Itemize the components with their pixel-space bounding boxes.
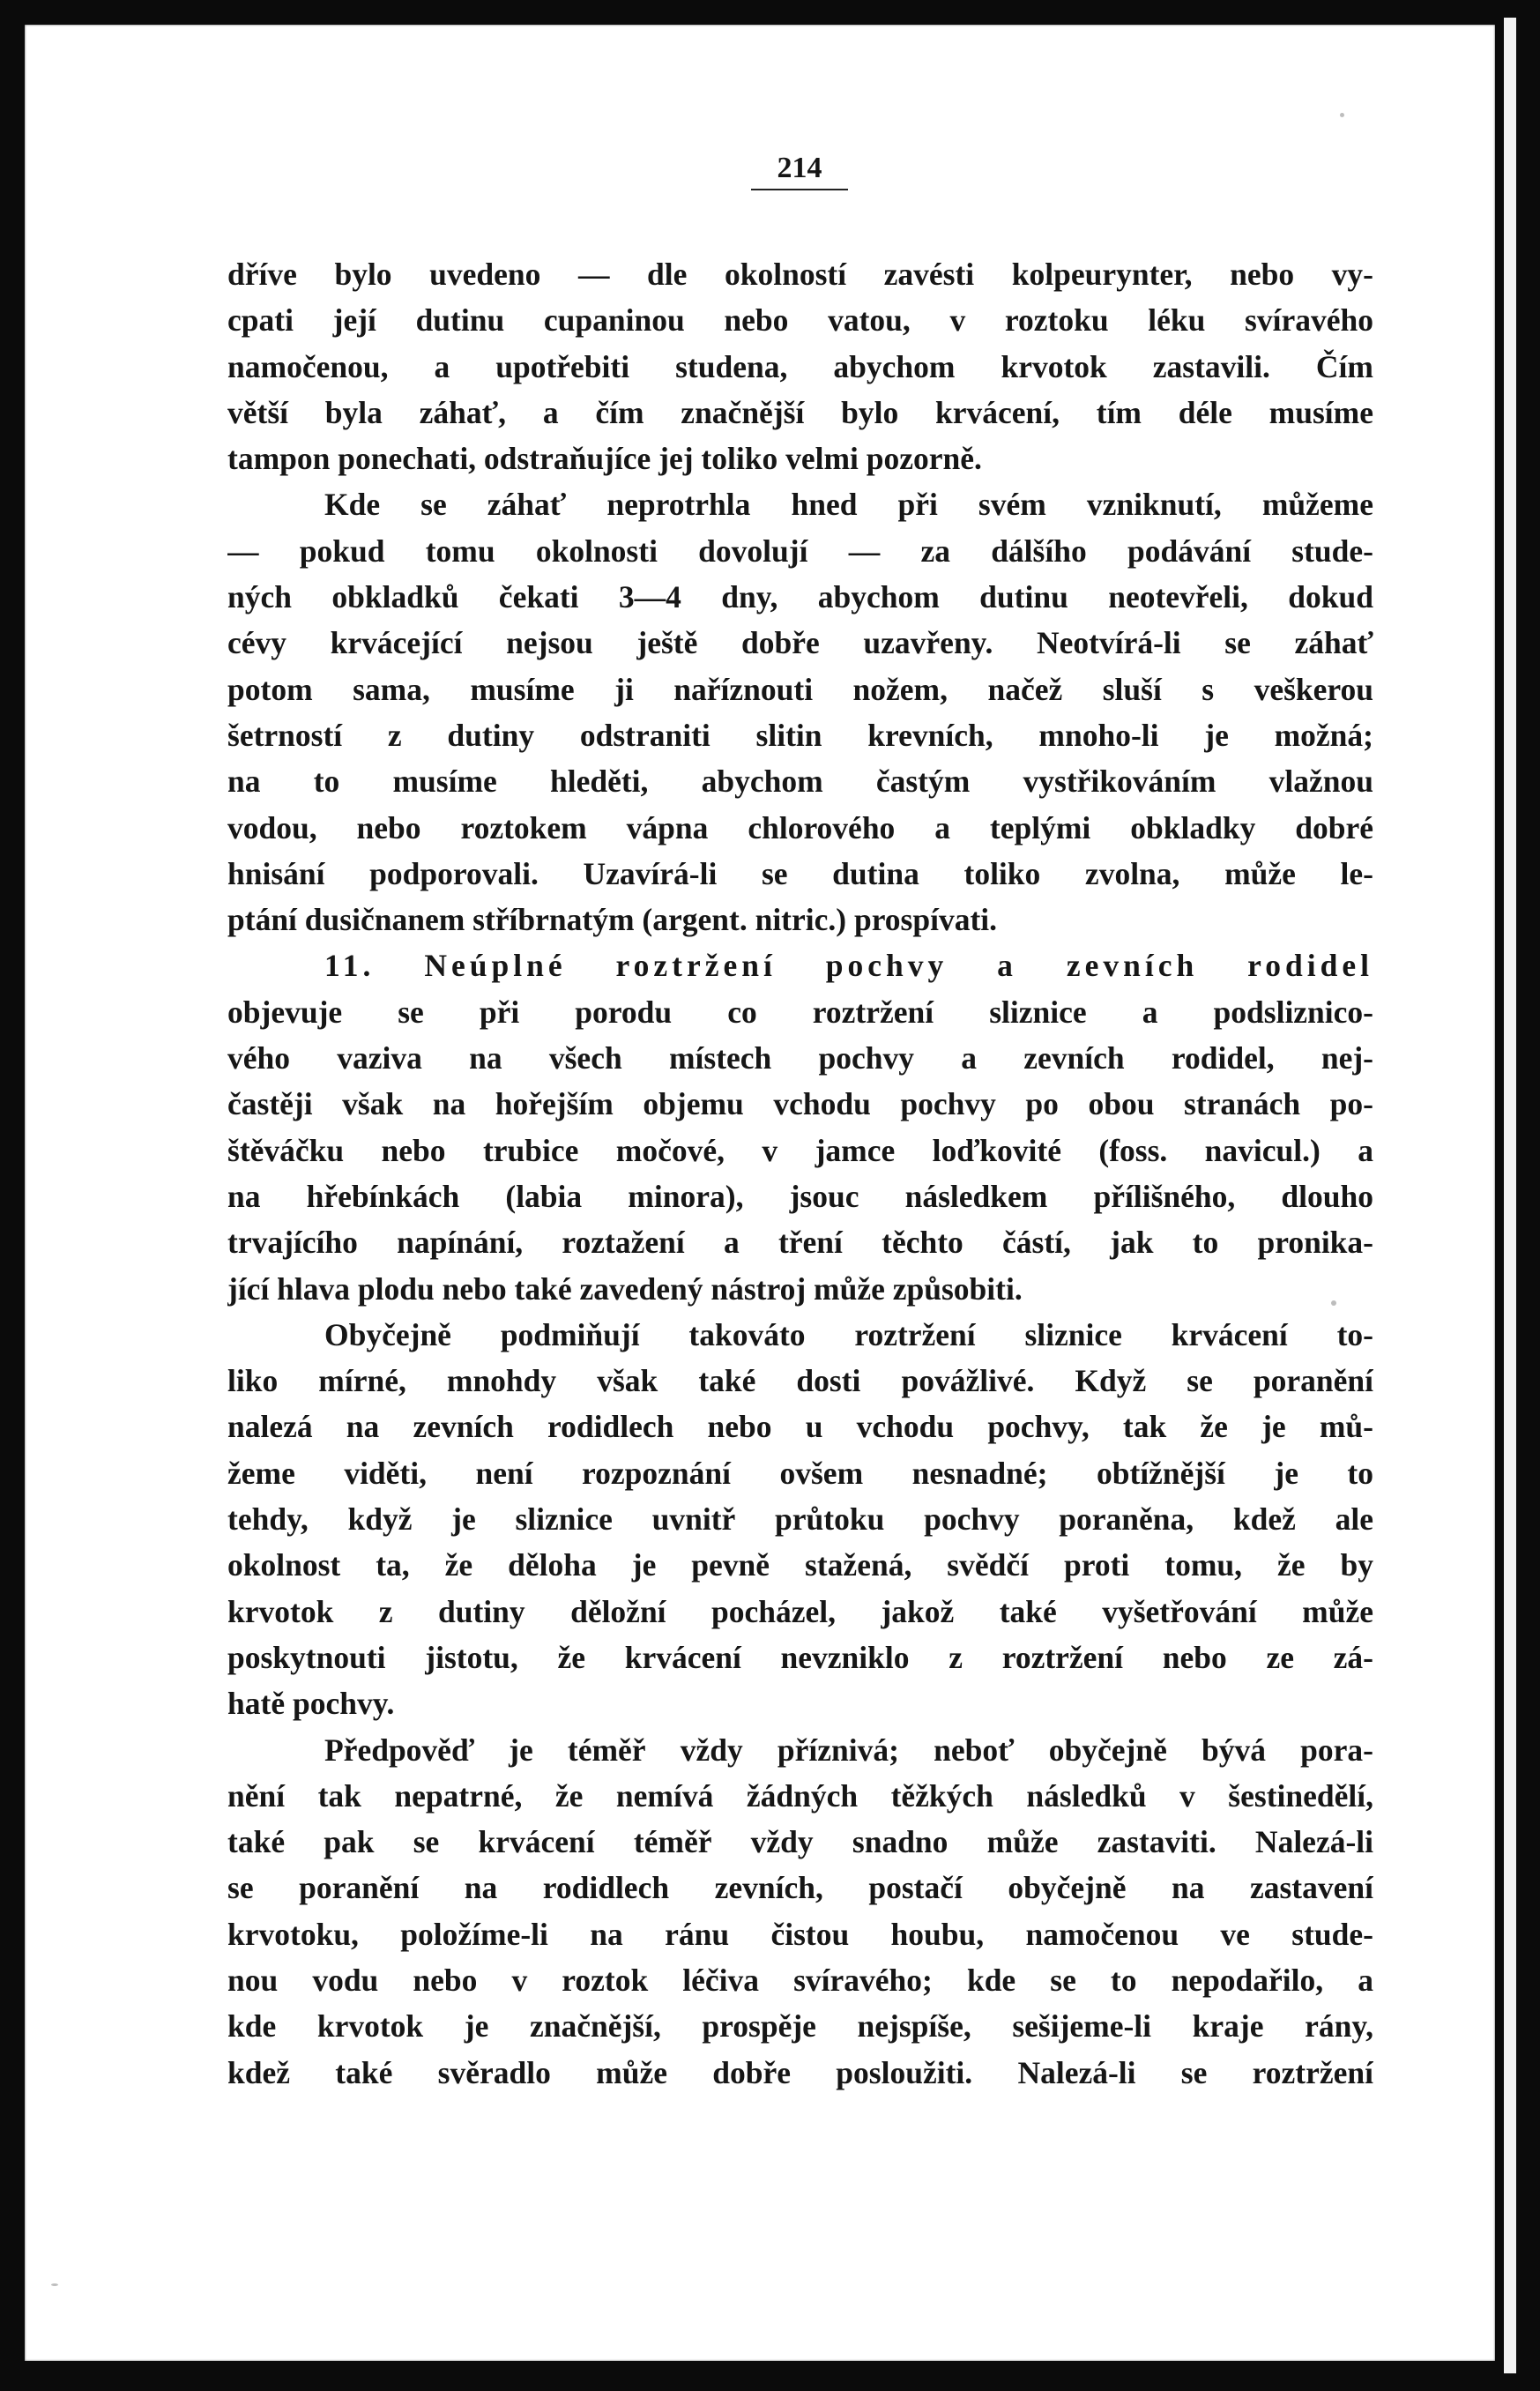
section-heading-line: 11. Neúplné roztržení pochvy a zevních rodidel (324, 948, 1373, 984)
text-line: Kde se záhať neprotrhla hned při svém vzniknutí, můžeme (324, 487, 1373, 523)
text-line: nalezá na zevních rodidlech nebo u vchodu pochvy, tak že je mů- (227, 1409, 1373, 1445)
text-line: cévy krvácející nejsou ještě dobře uzavřeny. Neotvírá-li se záhať (227, 625, 1373, 661)
text-line: nou vodu nebo v roztok léčiva svíravého; kde se to nepodařilo, a (227, 1962, 1373, 1998)
text-line: vodou, nebo roztokem vápna chlorového a teplými obkladky dobré (227, 809, 1373, 845)
text-line: okolnost ta, že děloha je pevně stažená, svědčí proti tomu, že by (227, 1547, 1373, 1583)
text-line: namočenou, a upotřebiti studena, abychom krvotok zastavili. Čím (227, 348, 1373, 384)
text-line: jící hlava plodu nebo také zavedený nástroj může způsobiti. (227, 1270, 1023, 1307)
body-text (227, 251, 1373, 2096)
text-line: ptání dusičnanem stříbrnatým (argent. nitric.) prospívati. (227, 902, 998, 938)
text-line: tehdy, když je sliznice uvnitř průtoku pochvy poraněna, kdež ale (227, 1501, 1373, 1538)
text-line: tampon ponechati, odstraňujíce jej toliko velmi pozorně. (227, 441, 982, 477)
text-line: na hřebínkách (labia minora), jsouc následkem přílišného, dlouho (227, 1178, 1373, 1214)
text-line: větší byla záhať, a čím značnější bylo krvácení, tím déle musíme (227, 394, 1373, 430)
scan-speck (1331, 1300, 1336, 1306)
text-line: se poranění na rodidlech zevních, postačí obyčejně na zastavení (227, 1870, 1373, 1906)
text-line: šetrností z dutiny odstraniti slitin krevních, mnoho-li je možná; (227, 717, 1373, 753)
text-line: štěváčku nebo trubice močové, v jamce loďkovité (foss. navicul.) a (227, 1132, 1373, 1168)
text-line: hnisání podporovali. Uzavírá-li se dutina toliko zvolna, může le- (227, 855, 1373, 891)
text-line: ných obkladků čekati 3—4 dny, abychom dutinu neotevřeli, dokud (227, 579, 1373, 615)
text-line: Obyčejně podmiňují takováto roztržení sliznice krvácení to- (324, 1316, 1373, 1352)
text-line: krvotok z dutiny děložní pocházel, jakož také vyšetřování může (227, 1593, 1373, 1629)
text-line: potom sama, musíme ji naříznouti nožem, načež sluší s veškerou (227, 671, 1373, 707)
text-line: také pak se krvácení téměř vždy snadno může zastaviti. Nalezá-li (227, 1824, 1373, 1860)
text-line: vého vaziva na všech místech pochvy a zevních rodidel, nej- (227, 1040, 1373, 1076)
text-line: poskytnouti jistotu, že krvácení nevzniklo z roztržení nebo ze zá- (227, 1639, 1373, 1675)
text-line: liko mírné, mnohdy však také dosti povážlivé. Když se poranění (227, 1363, 1373, 1399)
text-line: cpati její dutinu cupaninou nebo vatou, v roztoku léku svíravého (227, 302, 1373, 339)
scan-speck (1340, 113, 1344, 117)
text-line: — pokud tomu okolnosti dovolují — za dálšího podávání stude- (227, 533, 1373, 569)
scan-speck (51, 2283, 58, 2286)
text-line: na to musíme hleděti, abychom častým vystřikováním vlažnou (227, 763, 1373, 800)
text-line: žeme viděti, není rozpoznání ovšem nesnadné; obtížnější je to (227, 1455, 1373, 1491)
text-line: krvotoku, položíme-li na ránu čistou houbu, namočenou ve stude- (227, 1916, 1373, 1952)
text-line: hatě pochvy. (227, 1686, 395, 1722)
text-line: objevuje se při porodu co roztržení sliznice a podsliznico- (227, 994, 1373, 1030)
text-line: Předpověď je téměř vždy příznivá; neboť obyčejně bývá pora- (324, 1732, 1373, 1768)
text-line: kde krvotok je značnější, prospěje nejspíše, sešijeme-li kraje rány, (227, 2008, 1373, 2045)
text-line: dříve bylo uvedeno — dle okolností zavésti kolpeurynter, nebo vy- (227, 257, 1373, 292)
adjacent-page-edge (1504, 18, 1516, 2373)
page-number: 214 (751, 152, 848, 190)
text-line: kdež také svěradlo může dobře posloužiti. Nalezá-li se roztržení (227, 2054, 1373, 2090)
text-line: trvajícího napínání, roztažení a tření těchto částí, jak to pronika- (227, 1225, 1373, 1261)
text-line: nění tak nepatrné, že nemívá žádných těžkých následků v šestinedělí, (227, 1777, 1373, 1814)
text-line: častěji však na hořejším objemu vchodu pochvy po obou stranách po- (227, 1086, 1373, 1122)
